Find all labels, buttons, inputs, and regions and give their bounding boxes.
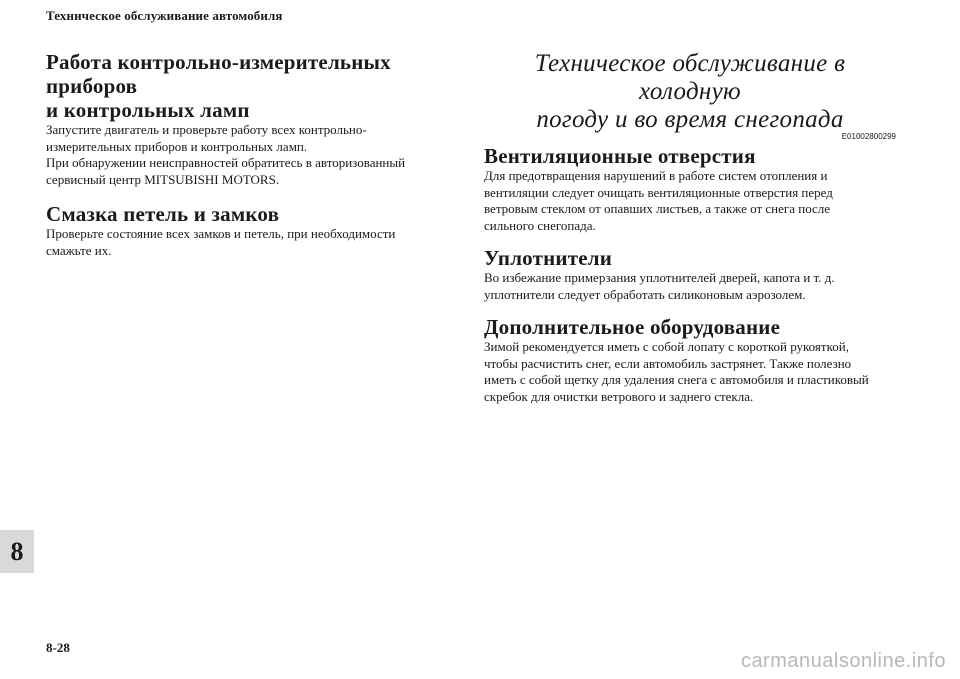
chapter-section-title <box>484 50 896 134</box>
section-title-line: Работа контрольно-измерительных приборов <box>46 50 391 98</box>
right-column <box>484 50 896 405</box>
body-line: измерительных приборов и контрольных ламп. <box>46 138 308 154</box>
body-line: Зимой рекомендуется иметь с собой лопату с короткой рукояткой, <box>484 339 849 354</box>
body-line: скребок для очистки ветрового и заднего стекла. <box>484 388 754 404</box>
body-line: сильного снегопада. <box>484 217 596 233</box>
body-line: сервисный центр MITSUBISHI MOTORS. <box>46 171 280 187</box>
body-line: Проверьте состояние всех замков и петель, при необходимости <box>46 226 396 241</box>
running-header: Техническое обслуживание автомобиля <box>46 8 283 23</box>
body-line: ветровым стеклом от опавших листьев, а также от снега после <box>484 201 831 216</box>
section-title-instruments <box>46 50 446 122</box>
body-line: смажьте их. <box>46 242 112 258</box>
section-body-equipment <box>484 339 896 405</box>
body-line: чтобы расчистить снег, если автомобиль застрянет. Также полезно <box>484 355 852 371</box>
watermark: carmanualsonline.info <box>740 650 946 672</box>
section-title-seals: Уплотнители <box>484 246 613 270</box>
section-body-instruments <box>46 122 446 188</box>
section-title-line: и контрольных ламп <box>46 98 250 122</box>
body-line: При обнаружении неисправностей обратитесь в авторизованный <box>46 155 406 170</box>
left-column <box>46 50 446 259</box>
body-line: иметь с собой щетку для удаления снега с автомобиля и пластиковый <box>484 372 869 387</box>
body-line: Запустите двигатель и проверьте работу всех контрольно- <box>46 122 367 137</box>
section-body-vents <box>484 168 896 234</box>
section-title-vents: Вентиляционные отверстия <box>484 144 756 168</box>
body-line: Во избежание примерзания уплотнителей дверей, капота и т. д. <box>484 270 835 285</box>
section-title-hinges: Смазка петель и замков <box>46 202 280 226</box>
section-title-equipment: Дополнительное оборудование <box>484 315 781 339</box>
page-number: 8-28 <box>46 640 70 655</box>
section-body-hinges <box>46 226 446 259</box>
body-line: уплотнители следует обработать силиконовым аэрозолем. <box>484 286 806 302</box>
title-line: Техническое обслуживание в холодную <box>534 50 846 105</box>
title-line: погоду и во время снегопада <box>536 106 844 133</box>
body-line: Для предотвращения нарушений в работе систем отопления и <box>484 168 828 183</box>
body-line: вентиляции следует очищать вентиляционные отверстия перед <box>484 184 833 200</box>
document-code: E01002800299 <box>841 132 896 141</box>
chapter-tab: 8 <box>0 530 34 573</box>
section-body-seals <box>484 270 896 303</box>
